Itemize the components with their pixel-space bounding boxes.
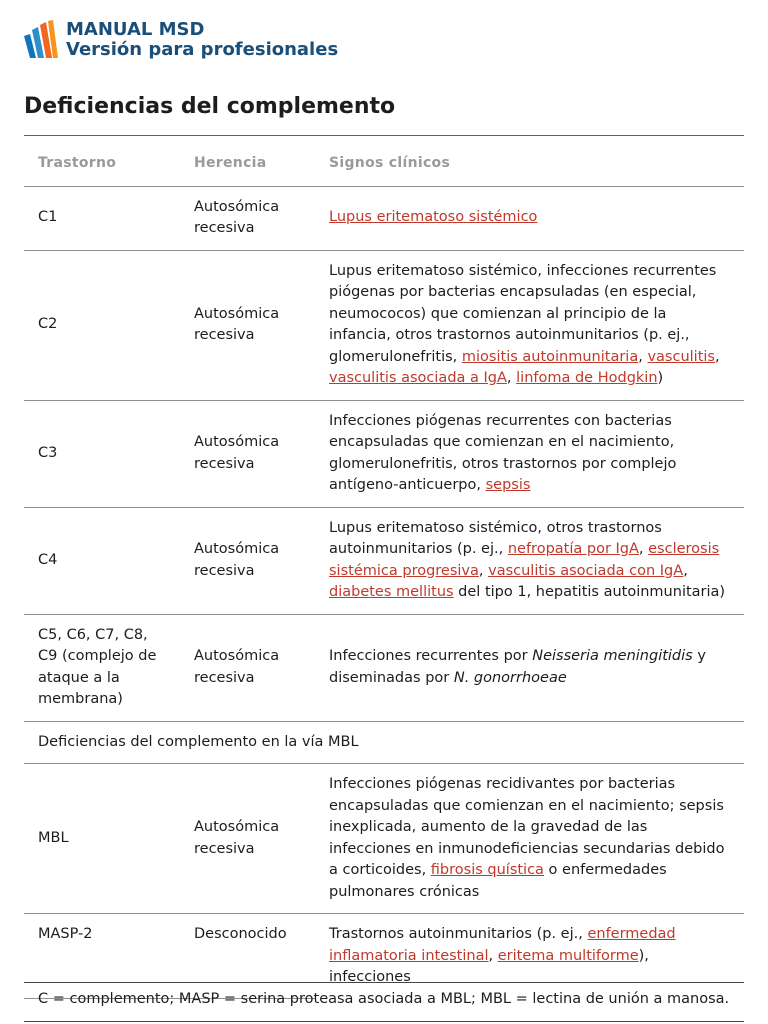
signs-text: , — [638, 541, 649, 557]
disorder-cell: C3 — [24, 400, 180, 507]
title-divider — [24, 135, 744, 136]
link-diabetes-mellitus[interactable]: diabetes mellitus — [329, 584, 454, 600]
signs-text: , — [638, 348, 648, 365]
site-header[interactable] — [22, 18, 338, 62]
link-vasculitis[interactable]: vasculitis — [647, 348, 715, 365]
clinical-signs-cell — [315, 914, 744, 999]
link-erythema-multiforme[interactable]: eritema multiforme — [497, 947, 639, 964]
link-systemic-sclerosis[interactable]: esclerosis sistémica progresiva — [329, 541, 720, 579]
brand-text — [66, 20, 338, 60]
footnote-divider-bottom — [24, 1021, 744, 1022]
inheritance-cell: Autosómica recesiva — [180, 186, 315, 250]
signs-text: Lupus eritematoso sistémico, infecciones recurrentes piógenas por bacterias encapsuladas (en especial, neumococos) que comienzan al principio de la infancia, otros trastornos autoinmunitarios (p. ej., glomerulonefritis, — [329, 262, 717, 365]
signs-text: , — [714, 348, 720, 365]
signs-text: Infecciones piógenas recidivantes por bacterias encapsuladas que comienzan en el nacimiento; sepsis inexplicada, aumento de la gravedad de las infecciones en inmunodeficiencias secundarias debido a corticoides, — [329, 776, 725, 878]
link-autoimmune-myositis[interactable]: miositis autoinmunitaria — [461, 348, 639, 365]
link-lupus[interactable]: Lupus eritematoso sistémico — [329, 209, 538, 226]
signs-text: , — [478, 562, 489, 579]
link-ibd[interactable]: enfermedad inflamatoria intestinal — [329, 926, 676, 964]
clinical-signs-cell — [315, 400, 744, 507]
table-row — [24, 614, 744, 721]
inheritance-cell: Autosómica recesiva — [180, 507, 315, 614]
inheritance-cell: Autosómica recesiva — [180, 764, 315, 914]
table-row — [24, 914, 744, 999]
link-iga-nephropathy[interactable]: nefropatía por IgA — [507, 541, 639, 557]
clinical-signs-cell — [315, 186, 744, 250]
signs-text: y diseminadas por — [329, 648, 706, 686]
table-row — [24, 186, 744, 250]
disorder-cell: C2 — [24, 250, 180, 400]
signs-text: del tipo 1, hepatitis autoinmunitaria) — [453, 584, 726, 600]
link-cystic-fibrosis[interactable]: fibrosis quística — [430, 862, 544, 878]
msd-logo-icon — [22, 20, 58, 60]
brand-line-1: MANUAL MSD — [66, 19, 205, 40]
link-iga-vasculitis[interactable]: vasculitis asociada con IgA — [488, 562, 684, 579]
link-sepsis[interactable]: sepsis — [485, 477, 531, 493]
link-iga-vasculitis[interactable]: vasculitis asociada a IgA — [329, 370, 507, 386]
disorder-cell: C4 — [24, 507, 180, 614]
table-row — [24, 250, 744, 400]
clinical-signs-cell — [315, 250, 744, 400]
footnote-divider-top — [24, 982, 744, 983]
disorder-cell: MASP-2 — [24, 914, 180, 999]
complement-deficiency-table — [24, 143, 744, 999]
section-label: Deficiencias del complemento en la vía MBL — [24, 721, 744, 764]
table-section-row — [24, 721, 744, 764]
clinical-signs-cell — [315, 614, 744, 721]
signs-text: , — [506, 370, 517, 386]
signs-text: , — [683, 562, 688, 579]
link-hodgkin-lymphoma[interactable]: linfoma de Hodgkin — [516, 370, 658, 386]
clinical-signs-cell — [315, 507, 744, 614]
page-title: Deficiencias del complemento — [24, 94, 396, 119]
table-row — [24, 507, 744, 614]
table-row — [24, 400, 744, 507]
inheritance-cell: Desconocido — [180, 914, 315, 999]
organism-name: Neisseria meningitidis — [532, 648, 693, 664]
disorder-cell: C1 — [24, 186, 180, 250]
organism-name: N. gonorrhoeae — [453, 669, 567, 686]
table-row — [24, 764, 744, 914]
disorder-cell: MBL — [24, 764, 180, 914]
table-footnote: C = complemento; MASP = serina proteasa asociada a MBL; MBL = lectina de unión a manosa. — [38, 991, 730, 1007]
inheritance-cell: Autosómica recesiva — [180, 400, 315, 507]
table-header-row — [24, 143, 744, 186]
column-header-inheritance: Herencia — [180, 143, 315, 186]
signs-text: ) — [657, 370, 664, 386]
signs-text: Trastornos autoinmunitarios (p. ej., — [329, 926, 588, 942]
clinical-signs-cell — [315, 764, 744, 914]
column-header-clinical-signs: Signos clínicos — [315, 143, 744, 186]
disorder-cell: C5, C6, C7, C8, C9 (complejo de ataque a la membrana) — [24, 614, 180, 721]
signs-text: Infecciones piógenas recurrentes con bacterias encapsuladas que comienzan en el nacimiento, glomerulonefritis, otros trastornos por complejo antígeno-anticuerpo, — [329, 412, 677, 493]
signs-text: Lupus eritematoso sistémico, otros trastornos autoinmunitarios (p. ej., — [329, 519, 662, 557]
signs-text: , — [488, 947, 498, 964]
inheritance-cell: Autosómica recesiva — [180, 614, 315, 721]
inheritance-cell: Autosómica recesiva — [180, 250, 315, 400]
brand-line-2: Versión para profesionales — [66, 39, 339, 60]
column-header-disorder: Trastorno — [24, 143, 180, 186]
signs-text: ), infecciones — [329, 947, 649, 985]
signs-text: o enfermedades pulmonares crónicas — [329, 862, 667, 900]
signs-text: Infecciones recurrentes por — [329, 648, 533, 664]
